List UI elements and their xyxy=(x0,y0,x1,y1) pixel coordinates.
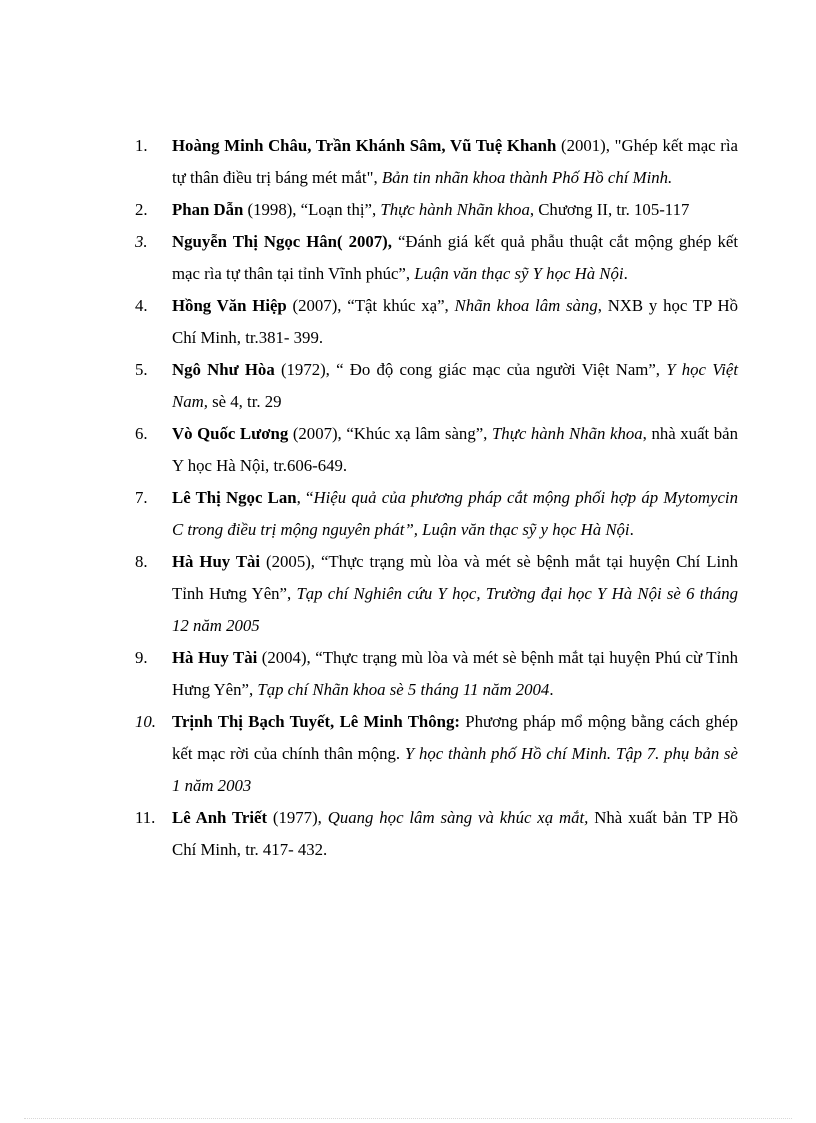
reference-source: Y học thành phố Hồ chí Minh. Tập 7. phụ bản sè 1 năm 2003 xyxy=(172,744,738,795)
reference-authors: Nguyễn Thị Ngọc Hân( 2007), xyxy=(172,232,398,251)
reference-number: 7. xyxy=(135,488,148,507)
reference-text: , nhà xuất bản Y học Hà Nội, tr.606-649. xyxy=(172,424,739,475)
reference-item xyxy=(135,482,738,546)
reference-source: Luận văn thạc sỹ Y học Hà Nội xyxy=(414,264,624,283)
reference-number: 1. xyxy=(135,136,148,155)
reference-authors: Hồng Văn Hiệp xyxy=(172,296,287,315)
reference-item xyxy=(135,642,738,706)
reference-authors: Phan Dẫn xyxy=(172,200,244,219)
reference-source: Y học Việt Nam, xyxy=(172,360,738,411)
reference-number: 11. xyxy=(135,808,156,827)
reference-number: 6. xyxy=(135,424,148,443)
reference-text: Nhà xuất bản TP Hồ Chí Minh, tr. 417- 432. xyxy=(172,808,738,859)
page-bottom-divider xyxy=(24,1118,792,1119)
reference-text: . xyxy=(629,520,634,539)
reference-text: (2007), “Tật khúc xạ”, xyxy=(286,296,455,315)
reference-source: Nhãn khoa lâm sàng xyxy=(454,296,598,315)
reference-number: 8. xyxy=(135,552,148,571)
reference-text: , “ xyxy=(296,488,314,507)
reference-text: (1998), “Loạn thị”, xyxy=(243,200,381,219)
reference-source: Hiệu quả của phương pháp cắt mộng phối hợp áp Mytomycin C trong điều trị mộng nguyên phát”, Luận văn thạc sỹ y học Hà Nội xyxy=(172,488,738,539)
reference-source: Quang học lâm sàng và khúc xạ mắt, xyxy=(327,808,589,827)
reference-number: 10. xyxy=(135,712,156,731)
reference-number: 3. xyxy=(135,232,148,251)
reference-authors: Trịnh Thị Bạch Tuyết, Lê Minh Thông: xyxy=(172,712,460,731)
reference-text: , xyxy=(373,168,382,187)
reference-text: . xyxy=(623,264,628,283)
reference-item xyxy=(135,226,738,290)
reference-text: (2007), “Khúc xạ lâm sàng”, xyxy=(288,424,492,443)
reference-source: Thực hành Nhãn khoa xyxy=(380,200,530,219)
reference-item xyxy=(135,418,738,482)
reference-authors: Hà Huy Tài xyxy=(172,648,258,667)
reference-item xyxy=(135,354,738,418)
reference-authors: Lê Thị Ngọc Lan xyxy=(172,488,297,507)
reference-text: , Chương II, tr. 105-117 xyxy=(529,200,690,219)
reference-source: Thực hành Nhãn khoa xyxy=(491,424,643,443)
reference-authors: Hà Huy Tài xyxy=(172,552,261,571)
reference-item xyxy=(135,194,738,226)
reference-item xyxy=(135,706,738,802)
reference-source: Tạp chí Nghiên cứu Y học, Trường đại học Y Hà Nội sè 6 tháng 12 năm 2005 xyxy=(172,584,738,635)
reference-authors: Lê Anh Triết xyxy=(172,808,268,827)
reference-text: (2001), xyxy=(556,136,615,155)
reference-text: “Đánh giá kết quả phẫu thuật cắt mộng ghép kết mạc rìa tự thân tại tỉnh Vĩnh phúc”, xyxy=(172,232,738,283)
reference-item xyxy=(135,290,738,354)
reference-authors: Hoàng Minh Châu, Trần Khánh Sâm, Vũ Tuệ Khanh xyxy=(172,136,557,155)
reference-number: 5. xyxy=(135,360,148,379)
reference-text: (2004), “Thực trạng mù lòa và mét sè bệnh mắt tại huyện Phú cừ Tỉnh Hưng Yên”, xyxy=(172,648,738,699)
reference-list xyxy=(135,130,738,866)
reference-number: 2. xyxy=(135,200,148,219)
reference-text: (2005), “Thực trạng mù lòa và mét sè bệnh mắt tại huyện Chí Linh Tỉnh Hưng Yên”, xyxy=(172,552,739,603)
reference-number: 4. xyxy=(135,296,148,315)
reference-authors: Vò Quốc Lương xyxy=(172,424,289,443)
reference-text: (1972), “ Đo độ cong giác mạc của người Việt Nam”, xyxy=(274,360,667,379)
reference-number: 9. xyxy=(135,648,148,667)
reference-item xyxy=(135,130,738,194)
reference-text: , NXB y học TP Hồ Chí Minh, tr.381- 399. xyxy=(172,296,739,347)
reference-authors: Ngô Như Hòa xyxy=(172,360,275,379)
reference-text: "Ghép kết mạc rìa tự thân điều trị báng mét mắt" xyxy=(172,136,738,187)
reference-text: . xyxy=(549,680,554,699)
reference-text: Phương pháp mổ mộng bằng cách ghép kết mạc rời của chính thân mộng. xyxy=(172,712,738,763)
reference-item xyxy=(135,802,738,866)
reference-source: Bản tin nhãn khoa thành Phố Hồ chí Minh. xyxy=(381,168,673,187)
reference-source: Tạp chí Nhãn khoa sè 5 tháng 11 năm 2004 xyxy=(257,680,550,699)
reference-item xyxy=(135,546,738,642)
reference-text: (1977), xyxy=(267,808,328,827)
reference-text: sè 4, tr. 29 xyxy=(207,392,282,411)
